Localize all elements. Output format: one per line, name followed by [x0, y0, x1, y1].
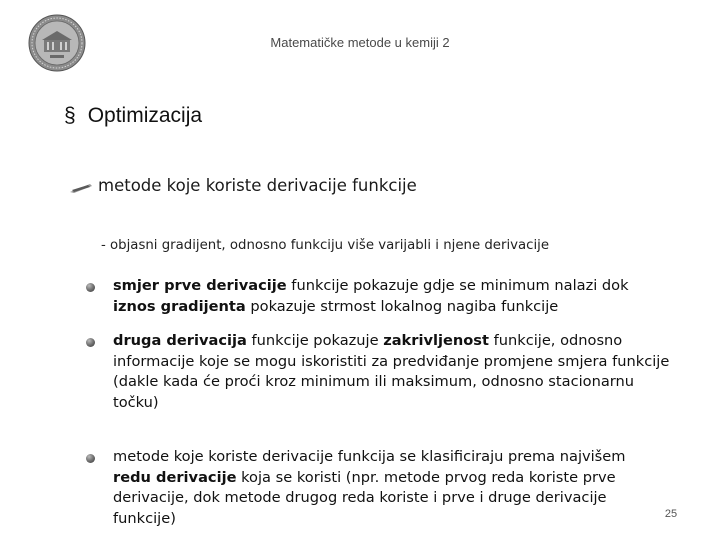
section-heading: [64, 104, 202, 128]
bullet-paragraph-3: [113, 447, 653, 529]
bullet-2-text-b: funkcije, odnosno informacije koje se mogu iskoristiti za predviđanje promjene smjera funkcije (dakle kada će proći kroz minimum ili maksimum, odnosno stacionarnu točku): [113, 332, 670, 411]
sphere-bullet-icon: [86, 283, 95, 292]
bullet-3-text-a: metode koje koriste derivacije funkcija se klasificiraju prema najvišem: [113, 448, 626, 465]
bullet-1-text-a: funkcije pokazuje gdje se minimum nalazi dok: [286, 277, 629, 294]
slide-header-title: Matematičke metode u kemiji 2: [270, 35, 450, 50]
pointer-arrow-icon: [68, 181, 94, 195]
bullet-2-bold-b: zakrivljenost: [383, 332, 489, 349]
level2-item: - objasni gradijent, odnosno funkciju više varijabli i njene derivacije: [101, 238, 550, 253]
page-number: 25: [664, 508, 678, 520]
section-marker: §: [64, 104, 76, 127]
bullet-3-text-b: koja se koristi (npr. metode prvog reda koriste prve derivacije, dok metode drugog reda koriste i prve i druge derivacije funkcije): [113, 468, 616, 527]
level1-item: metode koje koriste derivacije funkcije: [98, 176, 417, 195]
section-title: Optimizacija: [87, 104, 203, 127]
sphere-bullet-icon: [86, 338, 95, 347]
bullet-3-bold: redu derivacije: [113, 468, 237, 486]
bullet-1-bold-a: smjer prve derivacije: [113, 277, 287, 294]
bullet-paragraph-1: [113, 276, 673, 317]
bullet-2-text-a: funkcije pokazuje: [246, 332, 384, 349]
bullet-paragraph-2: [113, 331, 673, 413]
sphere-bullet-icon: [86, 454, 95, 463]
bullet-2-bold-a: druga derivacija: [113, 332, 247, 349]
bullet-1-text-b: pokazuje strmost lokalnog nagiba funkcije: [245, 297, 559, 315]
bullet-1-bold-b: iznos gradijenta: [113, 297, 246, 315]
